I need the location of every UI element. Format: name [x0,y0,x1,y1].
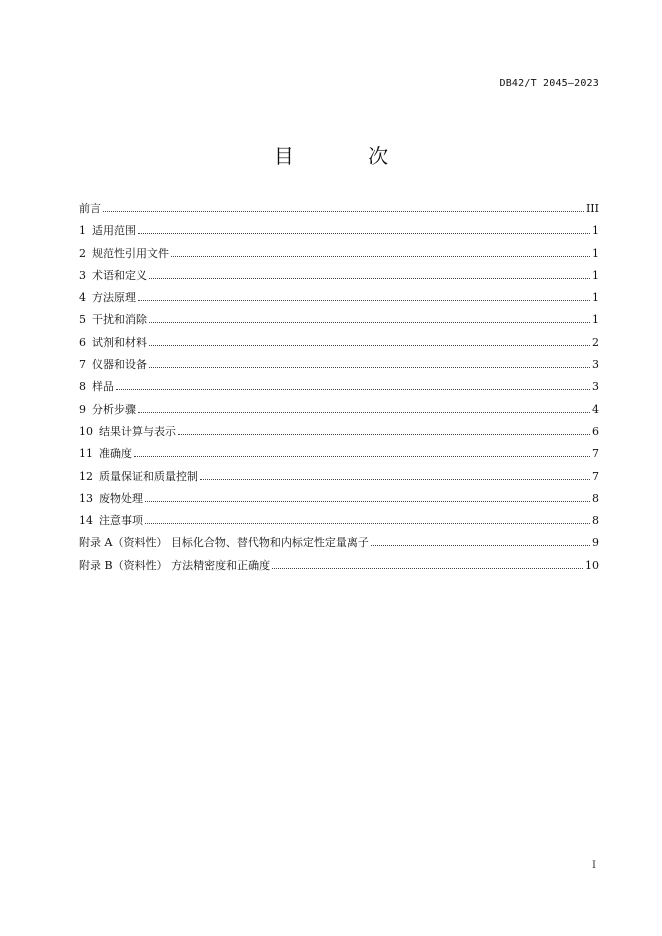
toc-entry-label: 术语和定义 [92,268,147,282]
toc-leader-dots [171,255,590,257]
toc-entry-number: 9 [79,402,86,416]
toc-entry-13[interactable] [79,491,599,513]
toc-leader-dots [103,210,584,212]
toc-entry-foreword[interactable] [79,201,599,223]
toc-entry-number: 4 [79,291,86,305]
toc-entry-label: 适用范围 [92,224,136,238]
toc-entry-page: 8 [592,491,599,505]
toc-entry-page: 1 [592,268,599,282]
toc-entry-label: 附录 B（资料性） 方法精密度和正确度 [79,558,271,572]
page-title: 目 次 [273,144,423,168]
toc-entry-1[interactable] [79,223,599,245]
toc-entry-number: 7 [79,358,86,372]
toc-entry-2[interactable] [79,246,599,268]
toc-entry-8[interactable] [79,379,599,401]
toc-entry-4[interactable] [79,290,599,312]
toc-entry-number: 10 [79,424,93,438]
toc-entry-label: 附录 A（资料性） 目标化合物、替代物和内标定性定量离子 [79,536,369,550]
toc-leader-dots [145,522,590,524]
toc-entry-number: 14 [79,514,93,528]
toc-entry-appendix-b[interactable] [79,558,599,580]
toc-entry-page: 8 [592,514,599,528]
toc-leader-dots [200,478,590,480]
toc-leader-dots [149,344,590,346]
toc-entry-label: 废物处理 [99,491,143,505]
toc-entry-5[interactable] [79,312,599,334]
toc-entry-label: 质量保证和质量控制 [99,469,198,483]
toc-entry-label: 干扰和消除 [92,313,147,327]
toc-entry-label: 准确度 [99,447,132,461]
toc-entry-page: 1 [592,224,599,238]
toc-entry-3[interactable] [79,268,599,290]
toc-entry-number: 12 [79,469,93,483]
toc-entry-label: 方法原理 [92,291,136,305]
toc-entry-page: 3 [592,380,599,394]
toc-leader-dots [138,232,590,234]
toc-entry-label: 规范性引用文件 [92,246,169,260]
document-code: DB42/T 2045—2023 [499,78,599,89]
toc-entry-page: 4 [592,402,599,416]
toc-leader-dots [134,455,590,457]
table-of-contents [79,201,599,580]
toc-entry-page: 1 [592,313,599,327]
toc-entry-page: 2 [592,335,599,349]
toc-entry-9[interactable] [79,402,599,424]
toc-entry-page: 3 [592,358,599,372]
toc-entry-appendix-a[interactable] [79,535,599,557]
toc-entry-number: 1 [79,224,86,238]
toc-leader-dots [178,433,590,435]
toc-entry-label: 注意事项 [99,514,143,528]
toc-entry-6[interactable] [79,335,599,357]
toc-entry-number: 5 [79,313,86,327]
toc-entry-7[interactable] [79,357,599,379]
toc-leader-dots [138,299,590,301]
toc-entry-12[interactable] [79,469,599,491]
toc-entry-number: 8 [79,380,86,394]
toc-entry-label: 前言 [79,202,101,215]
toc-entry-page: 7 [592,447,599,461]
toc-entry-page: 7 [592,469,599,483]
toc-entry-11[interactable] [79,446,599,468]
page-number: I [592,860,596,871]
toc-leader-dots [272,567,583,569]
toc-entry-label: 分析步骤 [92,402,136,416]
toc-entry-number: 11 [79,447,93,461]
toc-leader-dots [116,388,590,390]
toc-entry-10[interactable] [79,424,599,446]
toc-leader-dots [149,366,590,368]
toc-entry-label: 结果计算与表示 [99,424,176,438]
toc-entry-label: 样品 [92,380,114,394]
toc-entry-page: 10 [585,558,599,572]
toc-entry-14[interactable] [79,513,599,535]
toc-entry-page: III [585,202,599,215]
toc-entry-number: 3 [79,268,86,282]
toc-entry-label: 试剂和材料 [92,335,147,349]
toc-entry-number: 13 [79,491,93,505]
toc-leader-dots [149,277,590,279]
toc-entry-number: 6 [79,335,86,349]
toc-leader-dots [138,411,590,413]
toc-entry-number: 2 [79,246,86,260]
toc-entry-page: 6 [592,424,599,438]
toc-entry-page: 1 [592,291,599,305]
toc-entry-page: 9 [592,536,599,550]
toc-leader-dots [149,321,590,323]
toc-leader-dots [145,500,590,502]
toc-entry-label: 仪器和设备 [92,358,147,372]
toc-leader-dots [371,544,590,546]
toc-entry-page: 1 [592,246,599,260]
